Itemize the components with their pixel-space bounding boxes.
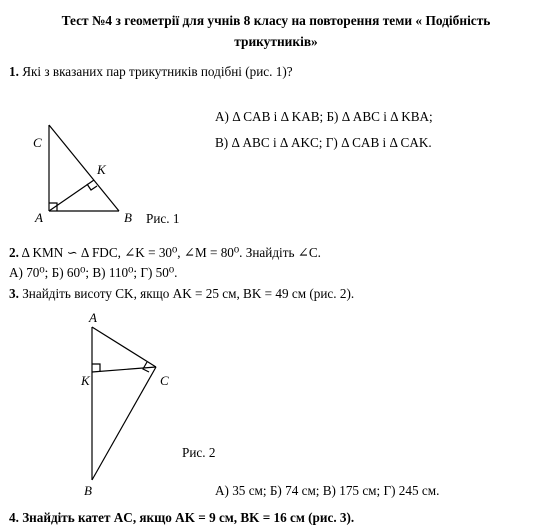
question-2-number: 2. [9,245,19,260]
question-2-options: А) 70⁰; Б) 60⁰; В) 110⁰; Г) 50⁰. [9,265,178,280]
question-4-partial: 4. Знайдіть катет AC, якщо AK = 9 см, BK = 16 см (рис. 3). [9,510,355,525]
figure-2-side-cb [92,367,156,480]
figure-1-right-angle-k [87,184,97,190]
figure-2-side-ac [92,327,156,367]
title-line-2: трикутників» [234,34,318,49]
figure-1-label-c: C [33,135,42,150]
title-line-1: Тест №4 з геометрії для учнів 8 класу на повторення теми « Подібність [61,13,491,28]
figure-1-caption: Рис. 1 [146,211,180,226]
figure-1-label-a: A [35,210,43,225]
question-1-options-row-2: В) Δ ABC і Δ AKC; Г) Δ CAB і Δ CAK. [215,135,432,150]
figure-1-side-cb [49,125,119,211]
figure-2-label-c: C [160,373,169,388]
question-1-number: 1. [9,64,19,79]
question-2 [9,246,321,259]
question-3-number: 3. [9,286,19,301]
figure-2-caption: Рис. 2 [182,445,216,460]
figure-2-label-k: K [81,373,90,388]
question-3 [9,287,354,300]
figure-1-label-k: K [97,162,106,177]
question-1-options-row-1: А) Δ CAB і Δ KAB; Б) Δ ABC і Δ KBA; [215,109,433,124]
question-1-text: Які з вказаних пар трикутників подібні (рис. 1)? [18,64,293,79]
figure-2-right-angle-k [92,364,100,372]
question-3-options: А) 35 см; Б) 74 см; В) 175 см; Г) 245 см. [215,483,440,498]
figure-1-label-b: B [124,210,132,225]
figure-2-label-a: A [89,310,97,325]
question-3-text: Знайдіть висоту CK, якщо AK = 25 см, BK = 49 см (рис. 2). [18,286,355,301]
question-2-text: Δ KMN ∽ Δ FDC, ∠K = 30⁰, ∠M = 80⁰. Знайдіть ∠C. [18,245,321,260]
figure-2-right-angle-c [143,362,149,372]
figure-2-label-b: B [84,483,92,498]
